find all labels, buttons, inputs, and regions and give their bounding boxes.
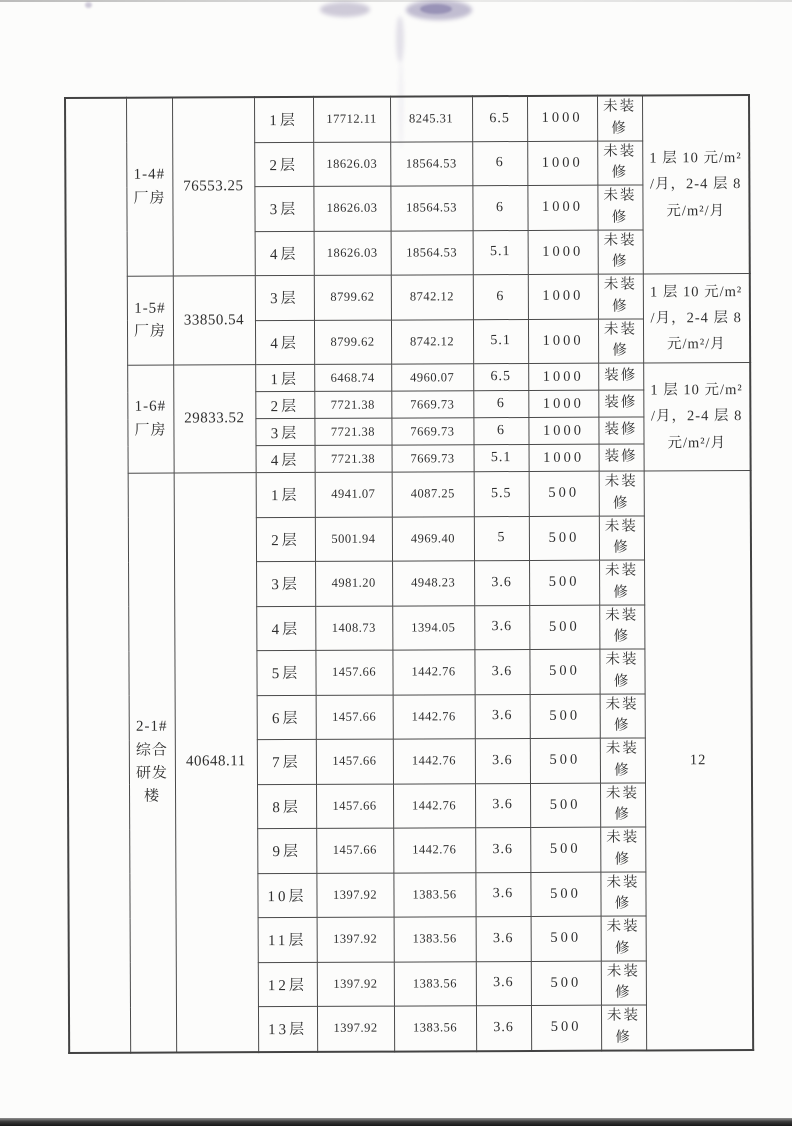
building-name-cell: 1-6# 厂房 <box>127 365 173 473</box>
leasable-area-cell: 1383.56 <box>394 1006 476 1051</box>
building-total-area-cell: 76553.25 <box>172 97 255 276</box>
decoration-status-cell: 未装修 <box>598 274 643 319</box>
floor-load-cell: 1000 <box>528 390 598 417</box>
floor-area-cell: 7721.38 <box>315 445 392 472</box>
floor-label-cell: 5层 <box>256 650 315 695</box>
table-row <box>65 95 749 143</box>
floor-label-cell: 1层 <box>255 364 314 391</box>
floor-area-cell: 8799.62 <box>314 320 391 365</box>
building-total-area-cell: 29833.52 <box>173 365 255 473</box>
decoration-status-cell: 未装修 <box>601 1005 646 1050</box>
floor-area-cell: 1408.73 <box>315 606 392 651</box>
decoration-status-cell: 未装修 <box>599 649 644 694</box>
floor-label-cell: 2层 <box>255 391 314 418</box>
ink-stain <box>85 2 92 8</box>
decoration-status-cell: 未装修 <box>601 916 646 961</box>
floor-label-cell: 4层 <box>256 606 315 651</box>
decoration-status-cell: 未装修 <box>598 229 643 274</box>
floor-label-cell: 2层 <box>256 517 315 562</box>
building-name-cell: 1-4# 厂房 <box>126 98 173 277</box>
building-floor-lease-table <box>64 94 754 1053</box>
building-total-area-cell: 40648.11 <box>174 473 259 1052</box>
decoration-status-cell: 装修 <box>598 390 643 417</box>
leasable-area-cell: 18564.53 <box>390 186 472 231</box>
floor-load-cell: 500 <box>529 649 599 694</box>
decoration-status-cell: 未装修 <box>600 827 645 872</box>
floor-area-cell: 17712.11 <box>313 97 390 142</box>
floor-height-cell: 5.1 <box>473 230 528 275</box>
floor-height-cell: 6 <box>473 417 528 444</box>
scan-bottom-edge <box>0 1118 792 1126</box>
leasable-area-cell: 18564.53 <box>390 141 472 186</box>
floor-area-cell: 7721.38 <box>314 391 391 418</box>
floor-height-cell: 5.1 <box>474 444 529 471</box>
floor-height-cell: 3.6 <box>476 961 531 1006</box>
floor-area-cell: 1457.66 <box>316 739 393 784</box>
floor-load-cell: 1000 <box>528 363 598 390</box>
floor-area-cell: 1457.66 <box>316 695 393 740</box>
scan-top-edge <box>0 0 792 2</box>
floor-label-cell: 9层 <box>257 828 316 873</box>
decoration-status-cell: 装修 <box>599 444 644 471</box>
leasable-area-cell: 8742.12 <box>391 275 473 320</box>
floor-load-cell: 1000 <box>528 319 598 364</box>
floor-load-cell: 1000 <box>528 230 598 275</box>
ink-stain <box>420 4 452 14</box>
rent-note-cell: 1 层 10 元/m² /月，2-4 层 8 元/m²/月 <box>643 274 750 363</box>
floor-height-cell: 6 <box>473 390 528 417</box>
floor-label-cell: 3层 <box>254 186 313 231</box>
leasable-area-cell: 7669.73 <box>391 418 473 445</box>
floor-load-cell: 500 <box>529 471 599 516</box>
decoration-status-cell: 未装修 <box>599 604 644 649</box>
ink-stain <box>396 16 404 62</box>
floor-area-cell: 4981.20 <box>315 561 392 606</box>
floor-load-cell: 500 <box>529 560 599 605</box>
floor-area-cell: 18626.03 <box>313 142 390 187</box>
floor-height-cell: 3.6 <box>475 783 530 828</box>
leasable-area-cell: 1442.76 <box>393 739 475 784</box>
floor-height-cell: 3.6 <box>475 827 530 872</box>
leasable-area-cell: 18564.53 <box>391 230 473 275</box>
floor-label-cell: 12层 <box>258 962 317 1007</box>
floor-height-cell: 3.6 <box>475 872 530 917</box>
table-row <box>66 274 750 321</box>
floor-height-cell: 6.5 <box>473 363 528 390</box>
decoration-status-cell: 未装修 <box>599 560 644 605</box>
floor-label-cell: 13层 <box>258 1006 317 1051</box>
floor-label-cell: 4层 <box>255 320 314 365</box>
leasable-area-cell: 1442.76 <box>393 783 475 828</box>
floor-load-cell: 500 <box>529 516 599 561</box>
leasable-area-cell: 7669.73 <box>391 391 473 418</box>
floor-label-cell: 11层 <box>258 917 317 962</box>
building-total-area-cell: 33850.54 <box>173 276 255 365</box>
decoration-status-cell: 装修 <box>598 417 643 444</box>
floor-area-cell: 8799.62 <box>314 275 391 320</box>
floor-height-cell: 3.6 <box>476 916 531 961</box>
rent-note-cell: 1 层 10 元/m² /月，2-4 层 8 元/m²/月 <box>642 95 750 274</box>
floor-area-cell: 1397.92 <box>317 962 394 1007</box>
leasable-area-cell: 4969.40 <box>392 516 474 561</box>
floor-load-cell: 1000 <box>528 417 598 444</box>
floor-load-cell: 1000 <box>527 185 597 230</box>
floor-load-cell: 1000 <box>527 96 597 141</box>
floor-area-cell: 5001.94 <box>315 517 392 562</box>
ink-stain <box>320 2 370 17</box>
leasable-area-cell: 1442.76 <box>393 828 475 873</box>
floor-height-cell: 5.1 <box>473 319 528 364</box>
floor-load-cell: 500 <box>531 961 601 1006</box>
leasable-area-cell: 1442.76 <box>392 650 474 695</box>
building-name-cell: 2-1# 综合 研发 楼 <box>128 473 177 1052</box>
floor-height-cell: 6 <box>472 185 527 230</box>
floor-height-cell: 3.6 <box>475 694 530 739</box>
building-name-cell: 1-5# 厂房 <box>127 276 173 365</box>
floor-area-cell: 7721.38 <box>314 418 391 445</box>
floor-height-cell: 6 <box>472 141 527 186</box>
floor-label-cell: 4层 <box>256 445 315 472</box>
table-row <box>67 471 751 518</box>
decoration-status-cell: 未装修 <box>598 318 643 363</box>
floor-area-cell: 1457.66 <box>316 784 393 829</box>
floor-area-cell: 18626.03 <box>313 186 390 231</box>
floor-load-cell: 1000 <box>528 274 598 319</box>
decoration-status-cell: 未装修 <box>601 960 646 1005</box>
floor-label-cell: 3层 <box>255 275 314 320</box>
rent-note-cell: 12 <box>644 471 754 1050</box>
decoration-status-cell: 未装修 <box>597 140 642 185</box>
floor-load-cell: 500 <box>530 827 600 872</box>
leasable-area-cell: 4948.23 <box>392 561 474 606</box>
decoration-status-cell: 未装修 <box>599 471 644 516</box>
decoration-status-cell: 未装修 <box>597 95 642 140</box>
floor-height-cell: 6 <box>473 274 528 319</box>
leasable-area-cell: 4087.25 <box>392 472 474 517</box>
floor-label-cell: 2层 <box>254 142 313 187</box>
floor-label-cell: 10层 <box>257 873 316 918</box>
floor-load-cell: 500 <box>530 738 600 783</box>
leasable-area-cell: 1394.05 <box>392 605 474 650</box>
floor-label-cell: 4层 <box>255 231 314 276</box>
floor-label-cell: 3层 <box>256 561 315 606</box>
floor-height-cell: 5.5 <box>474 471 529 516</box>
left-margin-column <box>65 98 130 1053</box>
floor-label-cell: 8层 <box>257 784 316 829</box>
decoration-status-cell: 未装修 <box>600 782 645 827</box>
decoration-status-cell: 未装修 <box>599 515 644 560</box>
floor-load-cell: 500 <box>531 1005 601 1050</box>
floor-area-cell: 1397.92 <box>317 1006 394 1051</box>
floor-area-cell: 1457.66 <box>316 828 393 873</box>
floor-label-cell: 1层 <box>256 472 315 517</box>
table-row <box>66 363 750 393</box>
leasable-area-cell: 1383.56 <box>393 872 475 917</box>
floor-area-cell: 1397.92 <box>317 917 394 962</box>
floor-load-cell: 1000 <box>529 444 599 471</box>
floor-area-cell: 4941.07 <box>315 472 392 517</box>
floor-load-cell: 500 <box>531 916 601 961</box>
leasable-area-cell: 7669.73 <box>392 445 474 472</box>
floor-load-cell: 500 <box>529 605 599 650</box>
floor-load-cell: 500 <box>530 694 600 739</box>
decoration-status-cell: 未装修 <box>600 871 645 916</box>
leasable-area-cell: 1442.76 <box>393 694 475 739</box>
floor-label-cell: 6层 <box>257 695 316 740</box>
floor-height-cell: 3.6 <box>475 738 530 783</box>
leasable-area-cell: 8742.12 <box>391 319 473 364</box>
leasable-area-cell: 1383.56 <box>394 917 476 962</box>
rent-note-cell: 1 层 10 元/m² /月，2-4 层 8 元/m²/月 <box>643 363 750 471</box>
floor-area-cell: 6468.74 <box>314 364 391 391</box>
leasable-area-cell: 4960.07 <box>391 364 473 391</box>
floor-height-cell: 6.5 <box>472 96 527 141</box>
floor-load-cell: 500 <box>530 872 600 917</box>
decoration-status-cell: 未装修 <box>597 185 642 230</box>
floor-height-cell: 5 <box>474 516 529 561</box>
decoration-status-cell: 装修 <box>598 363 643 390</box>
floor-load-cell: 1000 <box>527 141 597 186</box>
floor-height-cell: 3.6 <box>476 1005 531 1050</box>
leasable-area-cell: 8245.31 <box>390 96 472 141</box>
floor-height-cell: 3.6 <box>474 560 529 605</box>
floor-height-cell: 3.6 <box>474 605 529 650</box>
floor-load-cell: 500 <box>530 783 600 828</box>
floor-label-cell: 7层 <box>257 739 316 784</box>
floor-area-cell: 18626.03 <box>314 231 391 276</box>
floor-label-cell: 1层 <box>254 97 313 142</box>
floor-height-cell: 3.6 <box>474 649 529 694</box>
decoration-status-cell: 未装修 <box>600 693 645 738</box>
leasable-area-cell: 1383.56 <box>394 961 476 1006</box>
decoration-status-cell: 未装修 <box>600 738 645 783</box>
floor-area-cell: 1457.66 <box>315 650 392 695</box>
floor-area-cell: 1397.92 <box>316 873 393 918</box>
floor-label-cell: 3层 <box>255 418 314 445</box>
